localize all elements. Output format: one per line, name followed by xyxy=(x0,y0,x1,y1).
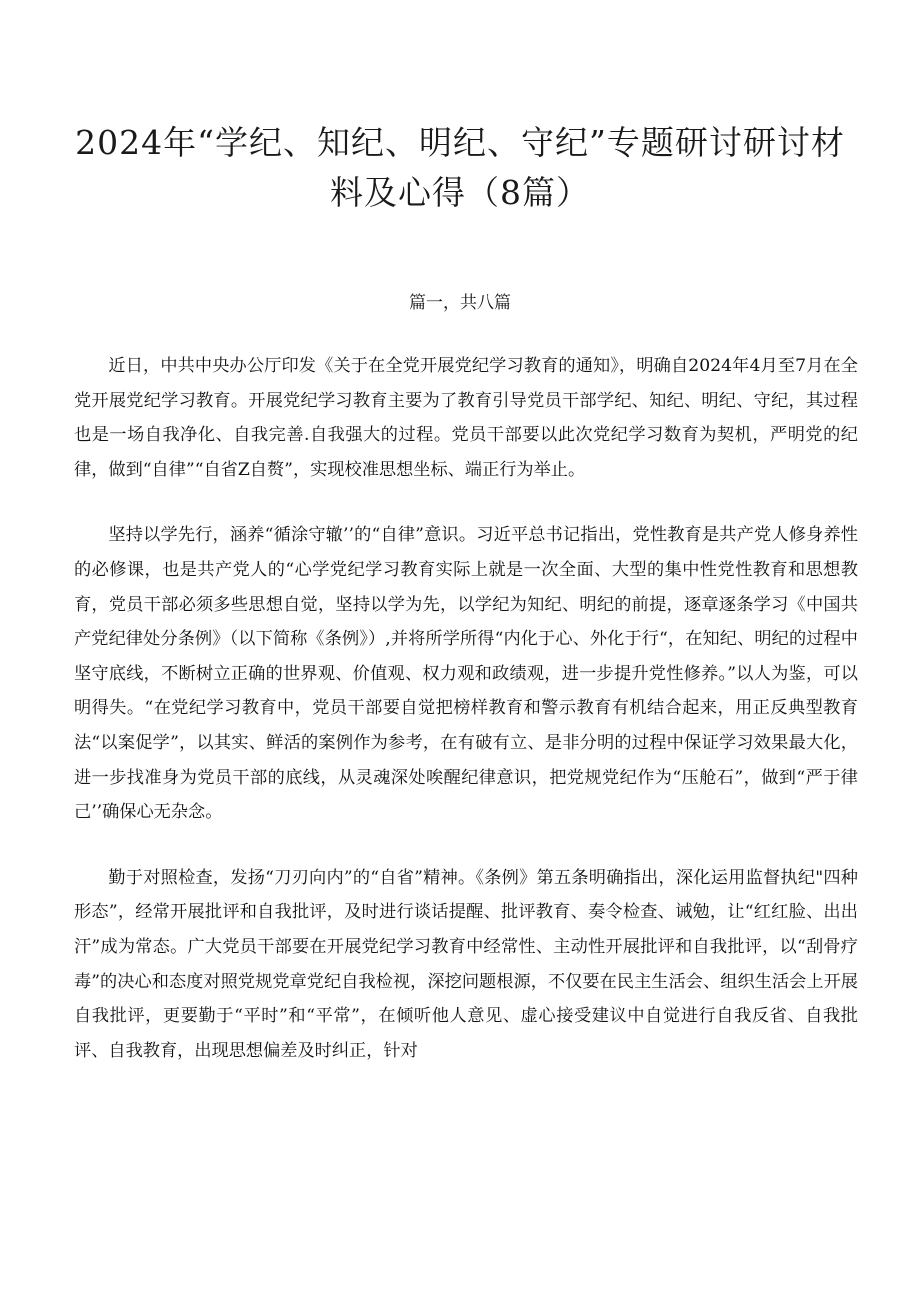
document-body xyxy=(74,349,858,1068)
paragraph-3: 勤于对照检查，发扬“刀刃向内”的“自省”精神。《条例》第五条明确指出，深化运用监督执纪"四种形态”，经常开展批评和自我批评，及时进行谈话提醒、批评教育、奏令检查、诫勉，让“红红脸、出出汗”成为常态。广大党员干部要在开展党纪学习教育中经常性、主动性开展批评和自我批评，以“刮骨疗毒”的决心和态度对照党规党章党纪自我检视，深挖问题根源，不仅要在民主生活会、组织生活会上开展自我批评，更要勤于“平时”和“平常”，在倾听他人意见、虚心接受建议中自觉进行自我反省、自我批评、自我教育，出现思想偏差及时纠正，针对 xyxy=(74,867,858,1061)
document-title: 2024年“学纪、知纪、明纪、守纪”专题研讨研讨材料及心得（8篇） xyxy=(75,123,845,212)
paragraph-2: 坚持以学先行，涵养“循涂守辙’’的“自律”意识。习近平总书记指出，党性教育是共产党人修身养性的必修课，也是共产党人的“心学党纪学习教育实际上就是一次全面、大型的集中性党性教育和思想教育，党员干部必须多些思想自觉，坚持以学为先，以学纪为知纪、明纪的前提，逐章逐条学习《中国共产党纪律处分条例》（以下简称《条例》）,并将所学所得“内化于心、外化于行“，在知纪、明纪的过程中坚守底线，不断树立正确的世界观、价值观、权力观和政绩观，进一步提升党性修养。”以人为鉴，可以明得失。“在党纪学习教育中，党员干部要自觉把榜样教育和警示教育有机结合起来，用正反典型教育法“以案促学”，以其实、鲜活的案例作为参考，在有破有立、是非分明的过程中保证学习效果最大化，进一步找准身为党员干部的底线，从灵魂深处唉醒纪律意识，把党规党纪作为“压舱石”，做到“严于律己’’确保心无杂念。 xyxy=(74,525,858,823)
paragraph-1: 近日，中共中央办公厅印发《关于在全党开展党纪学习教育的通知》，明确自2024年4月至7月在全党开展党纪学习教育。开展党纪学习教育主要为了教育引导党员干部学纪、知纪、明纪、守纪，其过程也是一场自我净化、自我完善.自我强大的过程。党员干部要以此次党纪学习数育为契机，严明党的纪律，做到“自律”“自省Z自赘”，实现校准思想坐标、端正行为举止。 xyxy=(74,356,858,480)
section-heading: 篇一，共八篇 xyxy=(409,293,511,313)
